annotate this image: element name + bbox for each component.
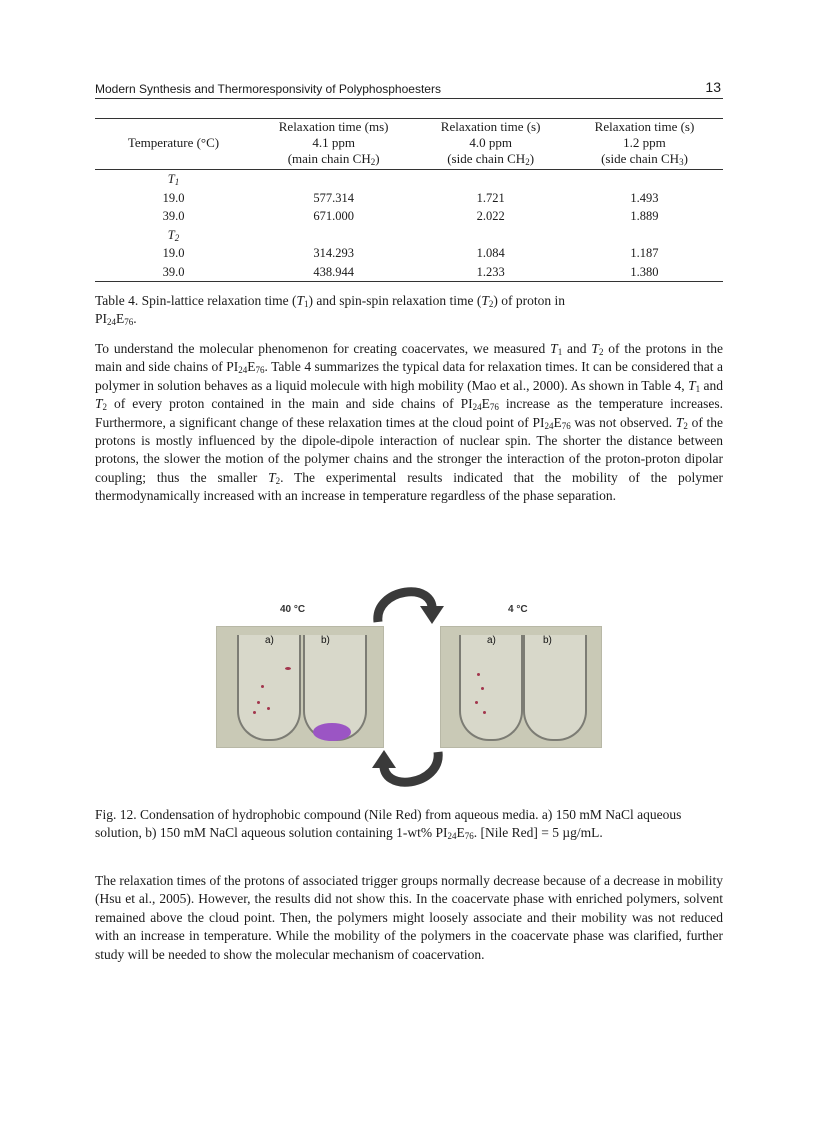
header-cell: Relaxation time (s) [566,119,723,136]
cycle-arrow-top-icon [366,578,450,628]
running-header [95,80,723,99]
table-row [95,207,723,226]
subscript: 3 [679,157,684,167]
figure-12 [216,578,600,796]
header-text: (side chain CH [447,151,526,166]
subscript: 2 [370,157,376,167]
paragraph-coacervate: The relaxation times of the protons of associated trigger groups normally decrease because of a decrease in mobility (Hsu et al., 2005). However, the results did not show this. In the coacervate phase with enriched polymers, solvent remained above the cloud point. Then, the polymers might loosely associate and their mobility was not reduced with an increase in temperature. While the mobility of the polymers in the coacervate phase was clarified, further study will be needed to show the molecular mechanism of coacervation. [95,873,723,962]
table-cell: 1.380 [566,263,723,282]
table-caption: Table 4. Spin-lattice relaxation time $(T_1)$ and spin-spin relaxation time $(T_2)$ of proton in $PI_{24}E_{76}$. [95,293,565,327]
tube-label-a: a) [487,635,496,646]
header-cell: Relaxation time (ms) [252,119,415,136]
nile-red-condensate [313,723,351,741]
subscript: 2 [525,157,530,167]
table-cell: 19.0 [162,246,185,261]
table-cell: 1.721 [476,190,505,205]
temp-label-hot: 40 °C [280,604,306,615]
header-cell: 4.1 ppm [312,135,355,150]
header-cell [415,151,566,170]
photo-4c [440,626,602,748]
subscript: 1 [174,177,180,188]
table-cell: 1.084 [476,246,505,261]
table-row [95,244,723,263]
paren: ) [529,151,535,166]
tube-label-b: b) [543,635,552,646]
table-group-row [95,170,723,189]
relaxation-table [95,118,723,282]
table-cell: 1.187 [630,246,659,261]
table-cell: 577.314 [313,190,354,205]
tube-label-a: a) [265,635,274,646]
running-title: Modern Synthesis and Thermoresponsivity of Polyphosphoesters [95,82,441,96]
table-cell: 2.022 [476,209,505,224]
table-cell: 19.0 [162,190,185,205]
test-tube-b [523,635,587,741]
table-group-row [95,226,723,245]
subscript: 2 [174,232,180,243]
paren: ) [375,151,380,166]
header-cell [95,119,252,136]
table-cell: 1.233 [415,263,566,282]
table-cell: 39.0 [162,209,185,224]
table-cell: 39.0 [95,263,252,282]
test-tube-a [237,635,301,741]
figure-caption: Fig. 12. Condensation of hydrophobic compound (Nile Red) from aqueous media. a) 150 mM NaCl aqueous solution, b) 150 mM NaCl aqueous solution containing 1-wt% $PI_{24}E_{76}$. [Nile Red] = 5 µg/mL. [95,807,682,841]
header-cell: Temperature (°C) [127,135,220,150]
paragraph-relaxation: To understand the molecular phenomenon for creating coacervates, we measured $T_1$ and $T_2$ of the protons in the main and side chains of $PI_{24}E_{76}$. Table 4 summarizes the typical data for relaxation times. It can be considered that a polymer in solution behaves as a liquid molecule with high mobility (Mao et al., 2000). As shown in Table 4, $T_1$ and $T_2$ of every proton contained in the main and side chains of $PI_{24}E_{76}$ increase as the temperature increases. Furthermore, a significant change of these relaxation times at the cloud point of $PI_{24}E_{76}$ was not observed. $T_2$ of the protons is mostly influenced by the dipole-dipole interaction of nuclear spin. The shorter the distance between protons, the slower the motion of the polymer chains and the stronger the interaction of the proton-proton dipolar coupling; thus the smaller $T_2$. The experimental results indicated that the mobility of the polymer thermodynamically increased with an increase in temperature regardless of the phase separation. [95,341,724,504]
header-cell [252,151,415,170]
group-label-t1 [95,170,252,189]
tube-label-b: b) [321,635,330,646]
group-symbol: T [167,227,175,242]
table-row [95,189,723,208]
group-label-t2 [95,226,252,245]
header-cell: 1.2 ppm [623,135,666,150]
cycle-arrow-bottom-icon [366,746,450,796]
table-row [95,263,723,282]
header-text: (side chain CH [601,151,680,166]
test-tube-a [459,635,523,741]
header-cell [566,151,723,170]
table-cell: 1.493 [630,190,659,205]
header-text: (main chain CH [287,151,371,166]
paren: ) [683,151,688,166]
table-cell: 1.889 [630,209,659,224]
header-cell: Relaxation time (s) [415,119,566,136]
table-cell: 671.000 [313,209,354,224]
photo-40c [216,626,384,748]
table-cell: 438.944 [252,263,415,282]
header-cell [95,151,252,170]
page-number: 13 [705,79,721,95]
table-cell: 314.293 [313,246,354,261]
temp-label-cold: 4 °C [508,604,528,615]
group-symbol: T [167,172,175,187]
header-cell: 4.0 ppm [469,135,512,150]
